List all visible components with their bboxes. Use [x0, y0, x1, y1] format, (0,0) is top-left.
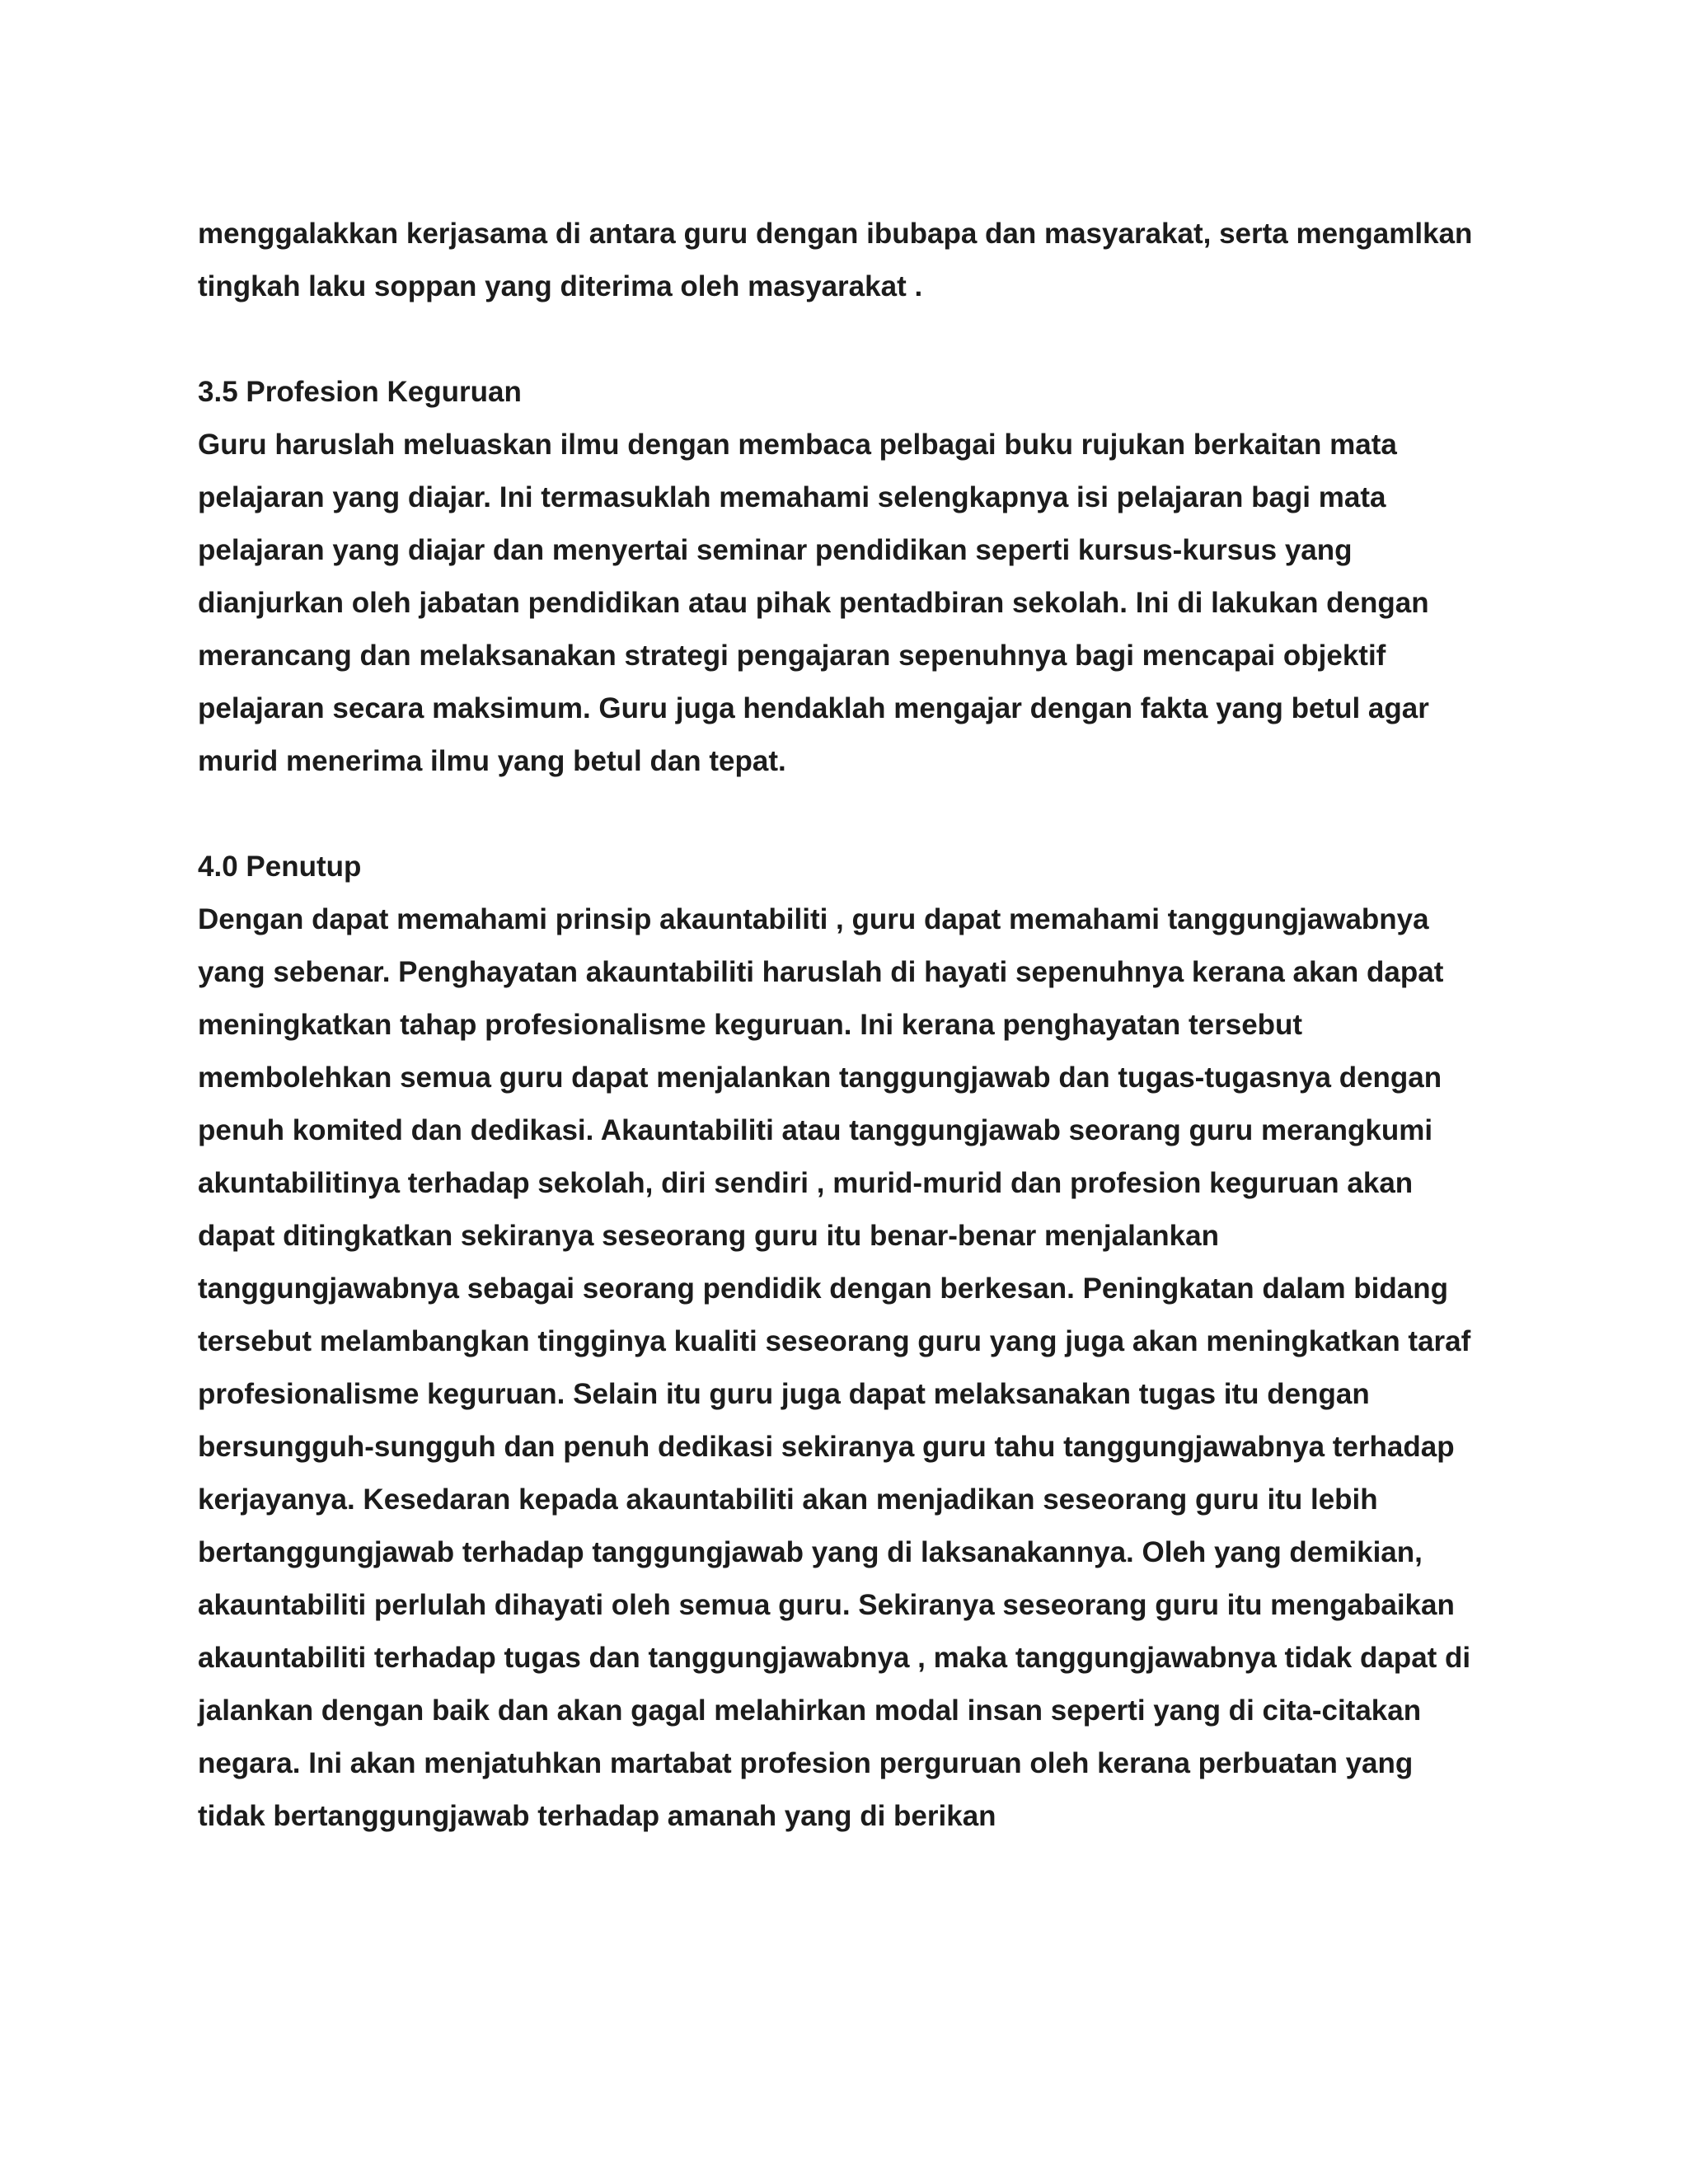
section-3-5 [198, 366, 1497, 788]
paragraph-line: profesionalisme keguruan. Selain itu guru juga dapat melaksanakan tugas itu dengan [198, 1378, 1370, 1410]
paragraph-line: pelajaran secara maksimum. Guru juga hendaklah mengajar dengan fakta yang betul agar [198, 692, 1429, 724]
paragraph-line: merancang dan melaksanakan strategi pengajaran sepenuhnya bagi mencapai objektif [198, 640, 1386, 672]
paragraph-line: tingkah laku soppan yang diterima oleh masyarakat . [198, 270, 923, 302]
intro-paragraph [198, 208, 1497, 313]
paragraph-line: pelajaran yang diajar dan menyertai seminar pendidikan seperti kursus-kursus yang [198, 534, 1353, 566]
paragraph-line: murid menerima ilmu yang betul dan tepat. [198, 745, 786, 777]
paragraph-line: akauntabiliti terhadap tugas dan tanggungjawabnya , maka tanggungjawabnya tidak dapat di [198, 1642, 1471, 1674]
paragraph-gap [198, 788, 1497, 841]
paragraph-line: pelajaran yang diajar. Ini termasuklah memahami selengkapnya isi pelajaran bagi mata [198, 481, 1386, 513]
document-page [198, 208, 1497, 1843]
section-4-0 [198, 841, 1497, 1843]
paragraph-line: meningkatkan tahap profesionalisme keguruan. Ini kerana penghayatan tersebut [198, 1009, 1303, 1041]
paragraph-line: membolehkan semua guru dapat menjalankan tanggungjawab dan tugas-tugasnya dengan [198, 1062, 1442, 1094]
paragraph-line: akuntabilitinya terhadap sekolah, diri sendiri , murid-murid dan profesion keguruan akan [198, 1167, 1414, 1199]
paragraph-line: tanggungjawabnya sebagai seorang pendidik dengan berkesan. Peningkatan dalam bidang [198, 1272, 1448, 1305]
paragraph-line: akauntabiliti perlulah dihayati oleh semua guru. Sekiranya seseorang guru itu mengabaikan [198, 1589, 1455, 1621]
paragraph-line: menggalakkan kerjasama di antara guru dengan ibubapa dan masyarakat, serta mengamlkan [198, 218, 1473, 250]
paragraph-line: dianjurkan oleh jabatan pendidikan atau pihak pentadbiran sekolah. Ini di lakukan dengan [198, 587, 1429, 619]
paragraph-line: dapat ditingkatkan sekiranya seseorang guru itu benar-benar menjalankan [198, 1220, 1219, 1252]
paragraph-line: kerjayanya. Kesedaran kepada akauntabiliti akan menjadikan seseorang guru itu lebih [198, 1483, 1378, 1516]
paragraph-line: jalankan dengan baik dan akan gagal melahirkan modal insan seperti yang di cita-citakan [198, 1694, 1422, 1727]
section-heading: 4.0 Penutup [198, 851, 362, 883]
paragraph-gap [198, 313, 1497, 366]
paragraph-line: bertanggungjawab terhadap tanggungjawab yang di laksanakannya. Oleh yang demikian, [198, 1536, 1423, 1568]
paragraph-line: tidak bertanggungjawab terhadap amanah yang di berikan [198, 1800, 996, 1832]
paragraph-line: negara. Ini akan menjatuhkan martabat profesion perguruan oleh kerana perbuatan yang [198, 1747, 1414, 1779]
paragraph-line: tersebut melambangkan tingginya kualiti seseorang guru yang juga akan meningkatkan taraf [198, 1325, 1471, 1357]
paragraph-line: Dengan dapat memahami prinsip akauntabiliti , guru dapat memahami tanggungjawabnya [198, 903, 1429, 935]
paragraph-line: bersungguh-sungguh dan penuh dedikasi sekiranya guru tahu tanggungjawabnya terhadap [198, 1431, 1455, 1463]
paragraph-line: yang sebenar. Penghayatan akauntabiliti haruslah di hayati sepenuhnya kerana akan dapat [198, 956, 1444, 988]
paragraph-line: penuh komited dan dedikasi. Akauntabiliti atau tanggungjawab seorang guru merangkumi [198, 1114, 1433, 1146]
section-heading: 3.5 Profesion Keguruan [198, 376, 522, 408]
paragraph-line: Guru haruslah meluaskan ilmu dengan membaca pelbagai buku rujukan berkaitan mata [198, 429, 1397, 461]
